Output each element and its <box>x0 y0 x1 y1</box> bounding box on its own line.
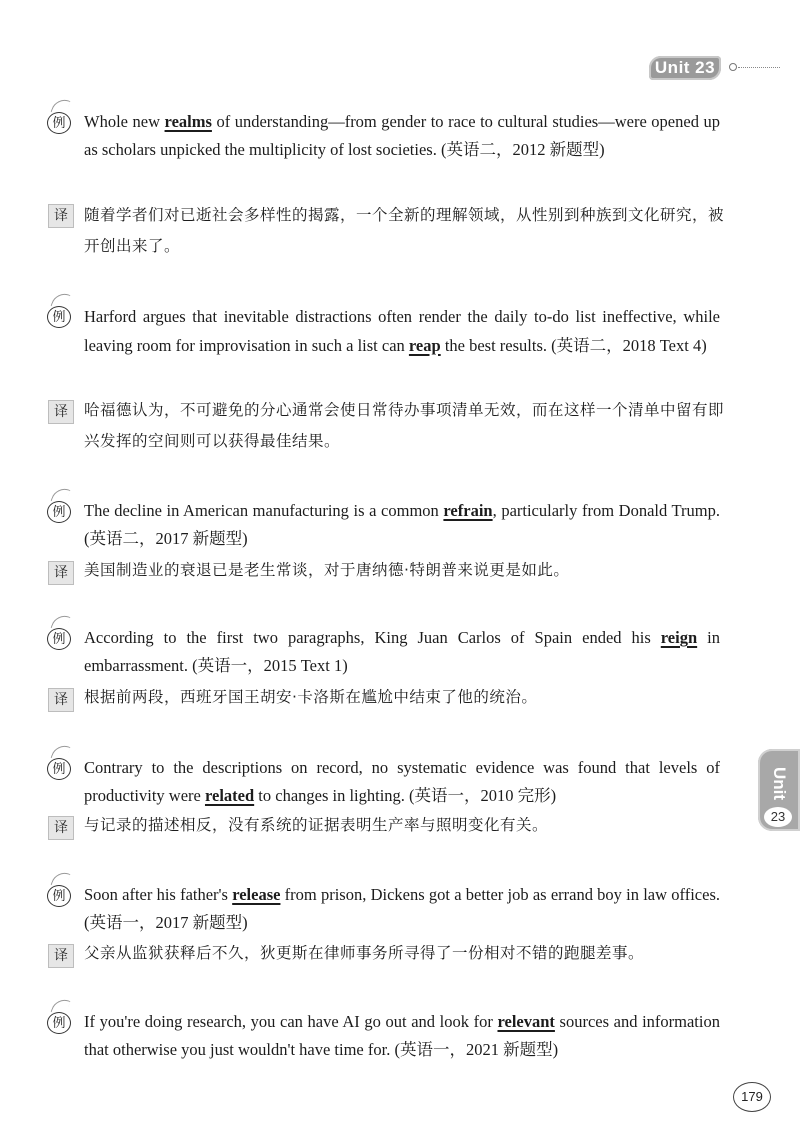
side-tab-number: 23 <box>764 807 792 827</box>
translation-text: 随着学者们对已逝社会多样性的揭露，一个全新的理解领域，从性别到种族到文化研究，被开创出来了。 <box>84 206 725 255</box>
translation-text: 根据前两段，西班牙国王胡安·卡洛斯在尴尬中结束了他的统治。 <box>84 688 538 706</box>
translation-marker-icon: 译 <box>48 688 74 712</box>
example-sentence: If you're doing research, you can have AI go out and look for relevant sources and information that otherwise you just wouldn't have time for. (英语一，2021 新题型) <box>84 1012 720 1059</box>
translation-marker-icon: 译 <box>48 400 74 424</box>
keyword: relevant <box>497 1012 555 1031</box>
translation-marker-icon: 译 <box>48 561 74 585</box>
keyword: reign <box>660 628 698 647</box>
translation-text: 美国制造业的衰退已是老生常谈，对于唐纳德·特朗普来说更是如此。 <box>84 561 570 579</box>
example-marker-icon: 例 <box>45 110 75 136</box>
example-marker-icon: 例 <box>45 304 75 330</box>
translation-text: 父亲从监狱获释后不久，狄更斯在律师事务所寻得了一份相对不错的跑腿差事。 <box>84 944 645 962</box>
header-dot-ornament <box>729 63 737 71</box>
example-sentence: Whole new realms of understanding—from gender to race to cultural studies—were opened up as scholars unpicked the multiplicity of lost societies. (英语二，2012 新题型) <box>84 112 720 159</box>
example-sentence: The decline in American manufacturing is a common refrain, particularly from Donald Trump. (英语二，2017 新题型) <box>84 501 720 548</box>
example-marker-icon: 例 <box>45 883 75 909</box>
keyword: release <box>232 885 281 904</box>
keyword: related <box>204 786 255 805</box>
example-sentence: According to the first two paragraphs, King Juan Carlos of Spain ended his reign in embarrassment. (英语一，2015 Text 1) <box>84 628 720 675</box>
example-marker-icon: 例 <box>45 499 75 525</box>
header-dotted-line <box>738 67 780 68</box>
translation-marker-icon: 译 <box>48 944 74 968</box>
translation-text: 哈福德认为，不可避免的分心通常会使日常待办事项清单无效，而在这样一个清单中留有即兴发挥的空间则可以获得最佳结果。 <box>84 401 725 450</box>
side-unit-tab <box>758 749 800 831</box>
keyword: reap <box>408 336 441 355</box>
example-sentence: Contrary to the descriptions on record, no systematic evidence was found that levels of productivity were related to changes in lighting. (英语一，2010 完形) <box>84 758 720 805</box>
example-marker-icon: 例 <box>45 756 75 782</box>
translation-text: 与记录的描述相反，没有系统的证据表明生产率与照明变化有关。 <box>84 816 549 834</box>
example-sentence: Soon after his father's release from prison, Dickens got a better job as errand boy in law offices. (英语一，2017 新题型) <box>84 885 720 932</box>
keyword: refrain <box>443 501 493 520</box>
page-number: 179 <box>733 1082 771 1112</box>
example-marker-icon: 例 <box>45 626 75 652</box>
example-marker-icon: 例 <box>45 1010 75 1036</box>
translation-marker-icon: 译 <box>48 816 74 840</box>
header-unit-badge: Unit 23 <box>649 56 721 80</box>
keyword: realms <box>164 112 212 131</box>
example-sentence: Harford argues that inevitable distractions often render the daily to-do list ineffective, while leaving room for improvisation in such a list can reap the best results. (英语二，2018 Text 4) <box>84 307 720 355</box>
translation-marker-icon: 译 <box>48 204 74 228</box>
side-tab-label: Unit <box>770 767 789 801</box>
